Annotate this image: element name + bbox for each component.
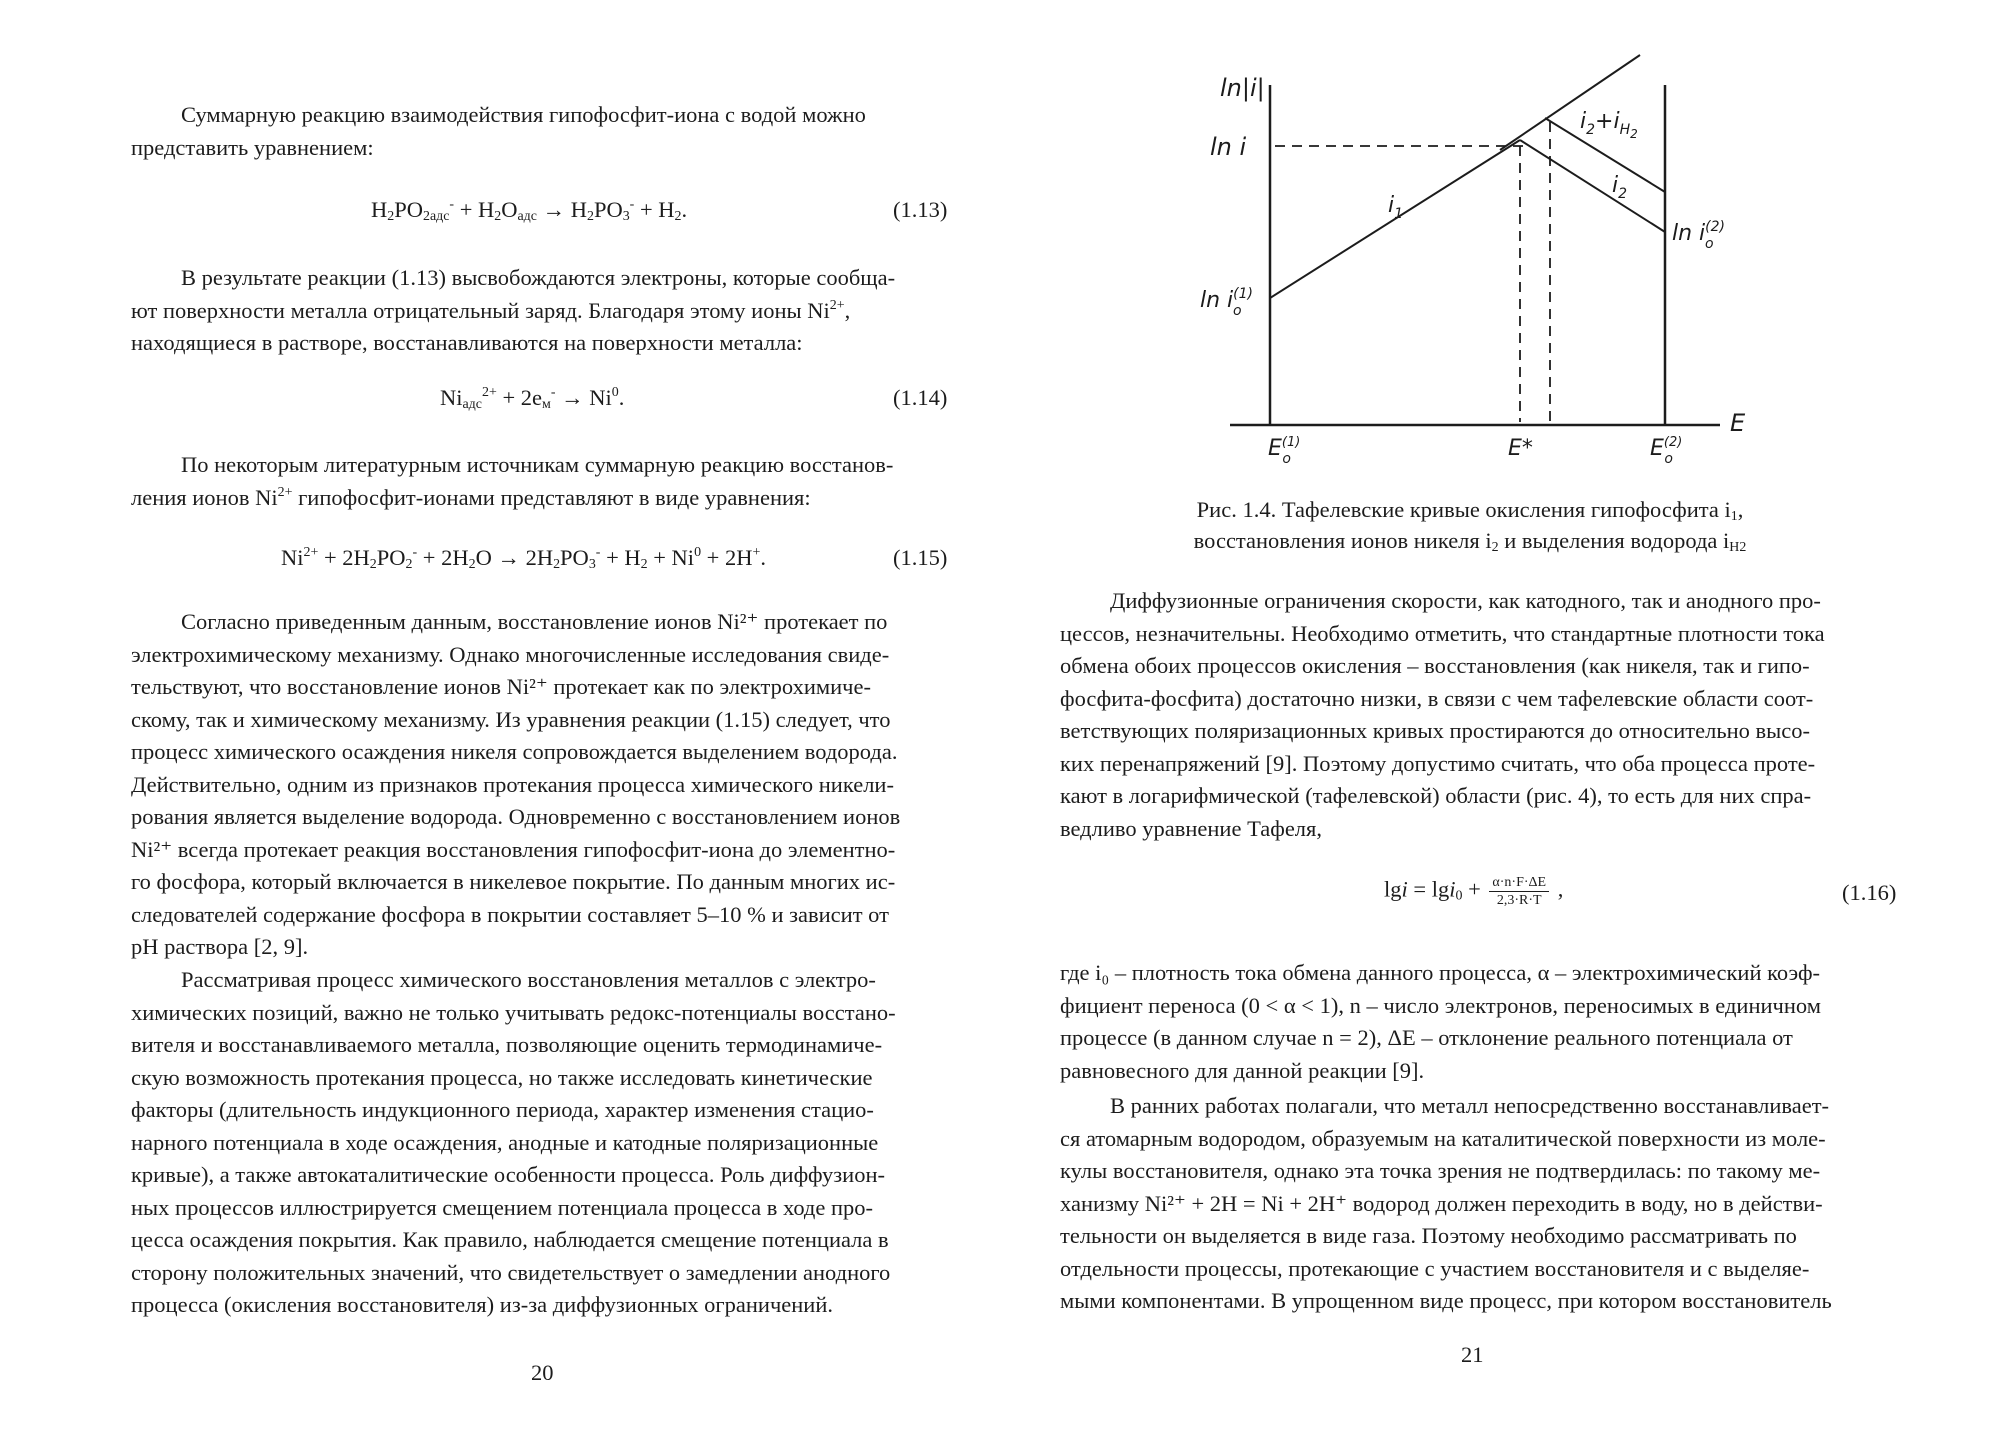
text-line: химических позиций, важно не только учитывать редокс-потенциалы восстано- — [131, 999, 896, 1025]
text-line: процессе (в данном случае n = 2), ΔE – отклонение реального потенциала от — [1060, 1025, 1793, 1050]
text-line: pH раствора [2, 9]. — [131, 934, 309, 959]
text-line: равновесного для данной реакции [9]. — [1060, 1057, 1425, 1083]
text-line: цессов, незначительны. Необходимо отметить, что стандартные плотности тока — [1060, 620, 1825, 646]
text-line: процесс химического осаждения никеля сопровождается выделением водорода. — [131, 739, 898, 764]
curve-i2-plus-iH2-label: $i_2+i_H2$ — [1580, 109, 1638, 141]
text-line: кают в логарифмической (тафелевской) области (рис. 4), то есть для них спра- — [1060, 783, 1812, 808]
e0-1-label: $E^{(1)}$ o — [1268, 435, 1301, 467]
text-line: обмена обоих процессов окисления – восстановления (как никеля, так и гипо- — [1060, 653, 1810, 678]
text-line: электрохимическому механизму. Однако многочисленные исследования свиде- — [131, 641, 890, 667]
text-line: мыми компонентами. В упрощенном виде процесс, при котором восстановитель — [1060, 1288, 1832, 1313]
text-line: отдельности процессы, протекающие с участием восстановителя и с выделяе- — [1060, 1255, 1810, 1281]
page-number-left: 20 — [531, 1360, 554, 1385]
paragraph-6 — [1060, 585, 1900, 845]
text-line: ся атомарным водородом, образуемым на каталитической поверхности из моле- — [1060, 1125, 1826, 1151]
text-line: где i₀ – плотность тока обмена данного процесса, α – электрохимический коэф- — [1060, 960, 1821, 985]
equation-number-1-15: (1.15) — [893, 545, 948, 570]
text-line: ких перенапряжений [9]. Поэтому допустимо считать, что оба процесса проте- — [1060, 750, 1816, 776]
text-line: ханизму Ni²⁺ + 2H = Ni + 2H⁺ водород должен переходить в воду, но в действи- — [1060, 1190, 1823, 1216]
ln-i0-1-label: $\ln i^{(1)}$ o — [1200, 286, 1254, 319]
text-line: вителя и восстанавливаемого металла, позволяющие оценить термодинамиче- — [131, 1032, 883, 1057]
tafel-figure — [1000, 0, 2000, 500]
curve-i2 — [1520, 140, 1665, 232]
text-line: Ni²⁺ всегда протекает реакция восстановления гипофосфит-иона до элементно- — [131, 836, 896, 862]
text-line: скую возможность протекания процесса, но также исследовать кинетические — [131, 1064, 873, 1090]
e-star-label: E* — [1508, 436, 1533, 461]
paragraph-3: По некоторым литературным источникам суммарную реакцию восстанов- ления ионов $Ni^{2+}$ гипофосфит-ионами представляют в виде уравнения: — [131, 452, 894, 510]
text-line: Рассматривая процесс химического восстановления металлов с электро- — [181, 967, 876, 992]
equation-1-16: lgi = lgi$_0$ + $\frac{\alpha\cdot n\cdot F\cdot\Delta E}{2,3\cdot R\cdot T}$ , — [1384, 875, 1564, 908]
paragraph-5 — [131, 964, 959, 1322]
text-line: процесса (окисления восстановителя) из-за диффузионных ограничений. — [131, 1292, 834, 1317]
text-line: тельности он выделяется в виде газа. Поэтому необходимо рассматривать по — [1060, 1223, 1797, 1248]
paragraph-2: В результате реакции (1.13) высвобождаются электроны, которые сообща- ют поверхности металла отрицательный заряд. Благодаря этому ионы $Ni^{2+}$, находящиеся в растворе, восстанавливаются на поверхности металла: — [131, 265, 896, 355]
text-line: кривые), а также автокаталитические особенности процесса. Роль диффузион- — [131, 1162, 886, 1187]
curve-i1-label: $i_1$ — [1388, 193, 1404, 222]
figure-caption: Рис. 1.4. Тафелевские кривые окисления гипофосфита $i_1$, восстановления ионов никеля $i_2$ и выделения водорода $i_{H2}$ — [1193, 497, 1747, 555]
text-line: цесса осаждения покрытия. Как правило, наблюдается смещение потенциала в — [131, 1227, 889, 1252]
y-axis-label: ln|i| — [1220, 74, 1265, 102]
text-line: ветствующих поляризационных кривых простираются до относительно высо- — [1060, 718, 1811, 743]
text-line: фициент переноса (0 < α < 1), n – число электронов, переносимых в единичном — [1060, 992, 1821, 1018]
ln-i0-2-label: $\ln i^{(2)}$ o — [1672, 219, 1726, 252]
text-line: го фосфора, который включается в никелевое покрытие. По данным многих ис- — [131, 869, 896, 894]
text-line: следователей содержание фосфора в покрытии составляет 5–10 % и зависит от — [131, 901, 889, 927]
equation-1-15: $Ni^{2+} + 2H_2PO_2^- + 2H_2O \to 2H_2PO_3^- + H_2 + Ni^0 + 2H^+$. — [281, 544, 766, 572]
text-line: Действительно, одним из признаков протекания процесса химического никели- — [131, 771, 894, 797]
text-line: тельствуют, что восстановление ионов Ni²⁺ протекает как по электрохимиче- — [131, 674, 871, 699]
text-line: кулы восстановителя, однако эта точка зрения не подтвердилась: по такому ме- — [1060, 1158, 1821, 1183]
paragraph-4 — [131, 606, 959, 964]
text-line: ных процессов иллюстрируется смещением потенциала процесса в ходе про- — [131, 1194, 874, 1220]
equation-number-1-16: (1.16) — [1842, 880, 1897, 905]
x-axis-label: E — [1730, 409, 1746, 437]
page-number-right: 21 — [1461, 1342, 1484, 1367]
text-line: скому, так и химическому механизму. Из уравнения реакции (1.15) следует, что — [131, 706, 891, 732]
curve-i2-label: $i_2$ — [1612, 173, 1628, 202]
equation-1-13: $H_2PO_{2адс}^- + H_2O_{адс} \to H_2PO_3^- + H_2$. — [371, 196, 688, 224]
ln-i-label: ln i — [1210, 133, 1247, 161]
equation-1-14: $Ni_{адс}^{2+} + 2e_м^- \to Ni^0$. — [440, 384, 625, 412]
paragraph-8 — [1060, 1090, 1900, 1318]
text-line: Согласно приведенным данным, восстановление ионов Ni²⁺ протекает по — [181, 609, 888, 634]
text-line: В ранних работах полагали, что металл непосредственно восстанавливает- — [1110, 1093, 1830, 1118]
text-line: фосфита-фосфита) достаточно низки, в связи с чем тафелевские области соот- — [1060, 685, 1814, 711]
paragraph-7 — [1060, 957, 1900, 1087]
text-line: факторы (длительность индукционного периода, характер изменения стацио- — [131, 1097, 874, 1122]
text-line: сторону положительных значений, что свидетельствует о замедлении анодного — [131, 1259, 891, 1285]
text-line: ведливо уравнение Тафеля, — [1060, 815, 1323, 841]
paragraph-1: Суммарную реакцию взаимодействия гипофосфит-иона с водой можно представить уравнением: — [131, 102, 866, 160]
right-page — [1000, 0, 2000, 1448]
e0-2-label: $E^{(2)}$ o — [1650, 435, 1683, 467]
text-line: Диффузионные ограничения скорости, как катодного, так и анодного про- — [1110, 588, 1821, 613]
text-line: нарного потенциала в ходе осаждения, анодные и катодные поляризационные — [131, 1129, 879, 1155]
text-line: рования является выделение водорода. Одновременно с восстановлением ионов — [131, 804, 901, 829]
equation-number-1-13: (1.13) — [893, 197, 948, 222]
tafel-fraction: $\frac{\alpha\cdot n\cdot F\cdot\Delta E}{2,3\cdot R\cdot T}$ — [1489, 874, 1549, 909]
equation-number-1-14: (1.14) — [893, 385, 948, 410]
